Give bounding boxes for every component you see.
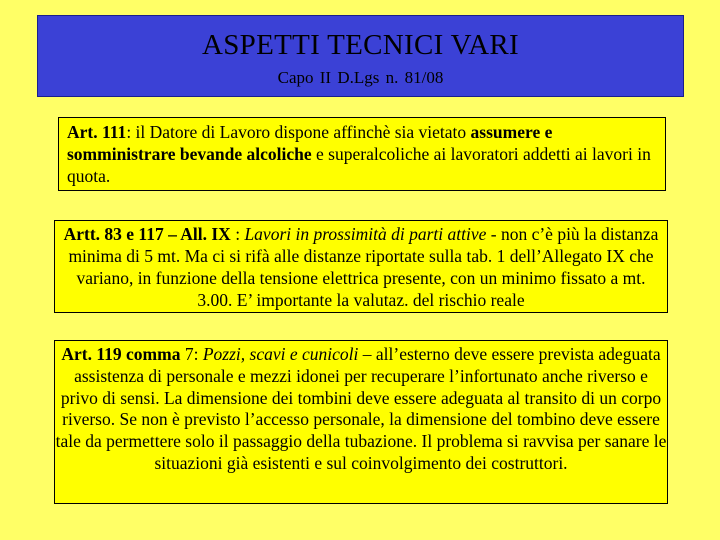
article-83-117-box — [54, 220, 668, 313]
article-ref: Art. 119 comma — [61, 344, 181, 364]
article-topic: Lavori in prossimità di parti attive — [244, 224, 487, 244]
article-text: - non c’è più la distanza minima di 5 mt. Ma ci si rifà alle distanze riportate sulla tab. 1 dell’Allegato IX che variano, in funzione della tensione elettrica presente, con un minimo fissato a mt. 3.00. E’ importante la valutaz. del rischio reale — [68, 224, 659, 310]
title-banner — [37, 15, 684, 97]
article-separator: : — [230, 224, 245, 244]
article-highlight: assumere e somministrare bevande alcoliche — [67, 122, 553, 164]
article-119-box — [54, 340, 668, 504]
article-text: – all’esterno deve essere prevista adeguata assistenza di personale e mezzi idonei per recuperare l’infortunato anche riverso e privo di sensi. La dimensione dei tombini deve essere adeguata al transito di un corpo riverso. Se non è previsto l’accesso personale, la dimensione del tombino deve essere tale da permettere solo il passaggio della tubazione. Il problema si ravvisa per sanare le situazioni già esistenti e sul coinvolgimento dei costruttori. — [55, 344, 667, 473]
article-text: e superalcoliche ai lavoratori addetti ai lavori in quota. — [67, 144, 651, 186]
article-ref: Art. 111 — [67, 122, 127, 142]
slide-subtitle: Capo II D.Lgs n. 81/08 — [277, 68, 444, 87]
article-topic: Pozzi, scavi e cunicoli — [202, 344, 359, 364]
article-111-box — [58, 117, 666, 191]
article-text: : il Datore di Lavoro dispone affinchè sia vietato — [126, 122, 471, 142]
article-number: 7: — [180, 344, 203, 364]
slide-title: ASPETTI TECNICI VARI — [202, 29, 519, 61]
article-ref: Artt. 83 e 117 – All. IX — [63, 224, 231, 244]
